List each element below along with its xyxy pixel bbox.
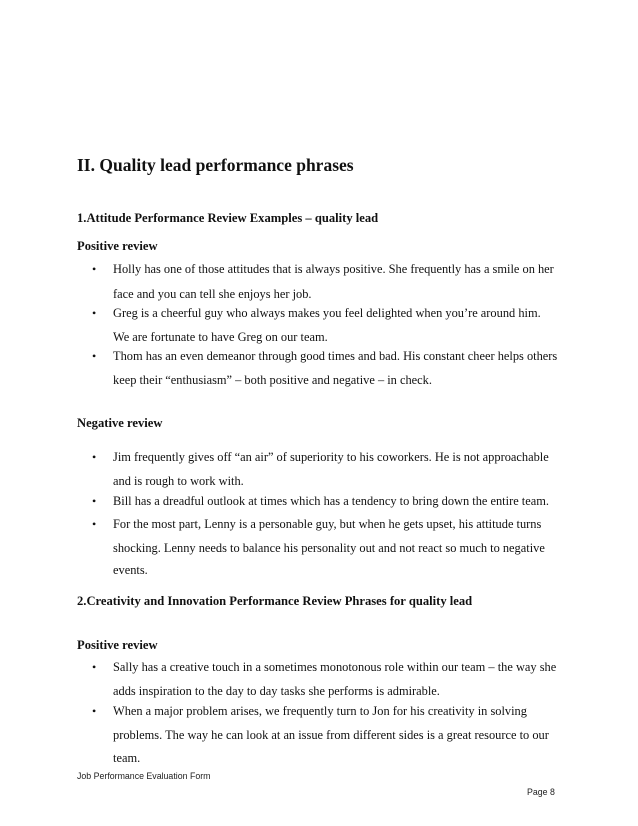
- bullet-icon: •: [92, 262, 97, 276]
- list-item-line: face and you can tell she enjoys her job.: [113, 287, 312, 301]
- bullet-icon: •: [92, 660, 97, 674]
- section-2-positive-label: Positive review: [77, 638, 158, 652]
- list-item-line: For the most part, Lenny is a personable guy, but when he gets upset, his attitude turns: [113, 517, 542, 531]
- list-item-line: Thom has an even demeanor through good times and bad. His constant cheer helps others: [113, 349, 558, 363]
- list-item-line: When a major problem arises, we frequently turn to Jon for his creativity in solving: [113, 704, 527, 718]
- bullet-icon: •: [92, 494, 97, 508]
- section-1-positive-label: Positive review: [77, 239, 158, 253]
- list-item-line: Greg is a cheerful guy who always makes you feel delighted when you’re around him.: [113, 306, 541, 320]
- footer-page-number: Page 8: [527, 787, 555, 797]
- bullet-icon: •: [92, 704, 97, 718]
- list-item-line: problems. The way he can look at an issue from different sides is a great resource to our: [113, 728, 549, 742]
- list-item-line: events.: [113, 563, 148, 577]
- list-item-line: keep their “enthusiasm” – both positive and negative – in check.: [113, 373, 432, 387]
- list-item-line: and is rough to work with.: [113, 474, 244, 488]
- list-item-line: Holly has one of those attitudes that is always positive. She frequently has a smile on her: [113, 262, 554, 276]
- list-item-line: We are fortunate to have Greg on our team.: [113, 330, 328, 344]
- bullet-icon: •: [92, 306, 97, 320]
- list-item-line: adds inspiration to the day to day tasks she performs is admirable.: [113, 684, 440, 698]
- section-2-title: 2.Creativity and Innovation Performance Review Phrases for quality lead: [77, 594, 473, 608]
- section-1-title: 1.Attitude Performance Review Examples – quality lead: [77, 211, 379, 225]
- list-item-line: Bill has a dreadful outlook at times which has a tendency to bring down the entire team.: [113, 494, 549, 508]
- list-item-line: Jim frequently gives off “an air” of superiority to his coworkers. He is not approachable: [113, 450, 549, 464]
- footer-form-name: Job Performance Evaluation Form: [77, 771, 211, 781]
- bullet-icon: •: [92, 349, 97, 363]
- list-item-line: team.: [113, 751, 141, 765]
- list-item-line: shocking. Lenny needs to balance his personality out and not react so much to negative: [113, 541, 545, 555]
- page-heading: II. Quality lead performance phrases: [77, 155, 354, 175]
- bullet-icon: •: [92, 517, 97, 531]
- section-1-negative-label: Negative review: [77, 416, 163, 430]
- bullet-icon: •: [92, 450, 97, 464]
- list-item-line: Sally has a creative touch in a sometimes monotonous role within our team – the way she: [113, 660, 557, 674]
